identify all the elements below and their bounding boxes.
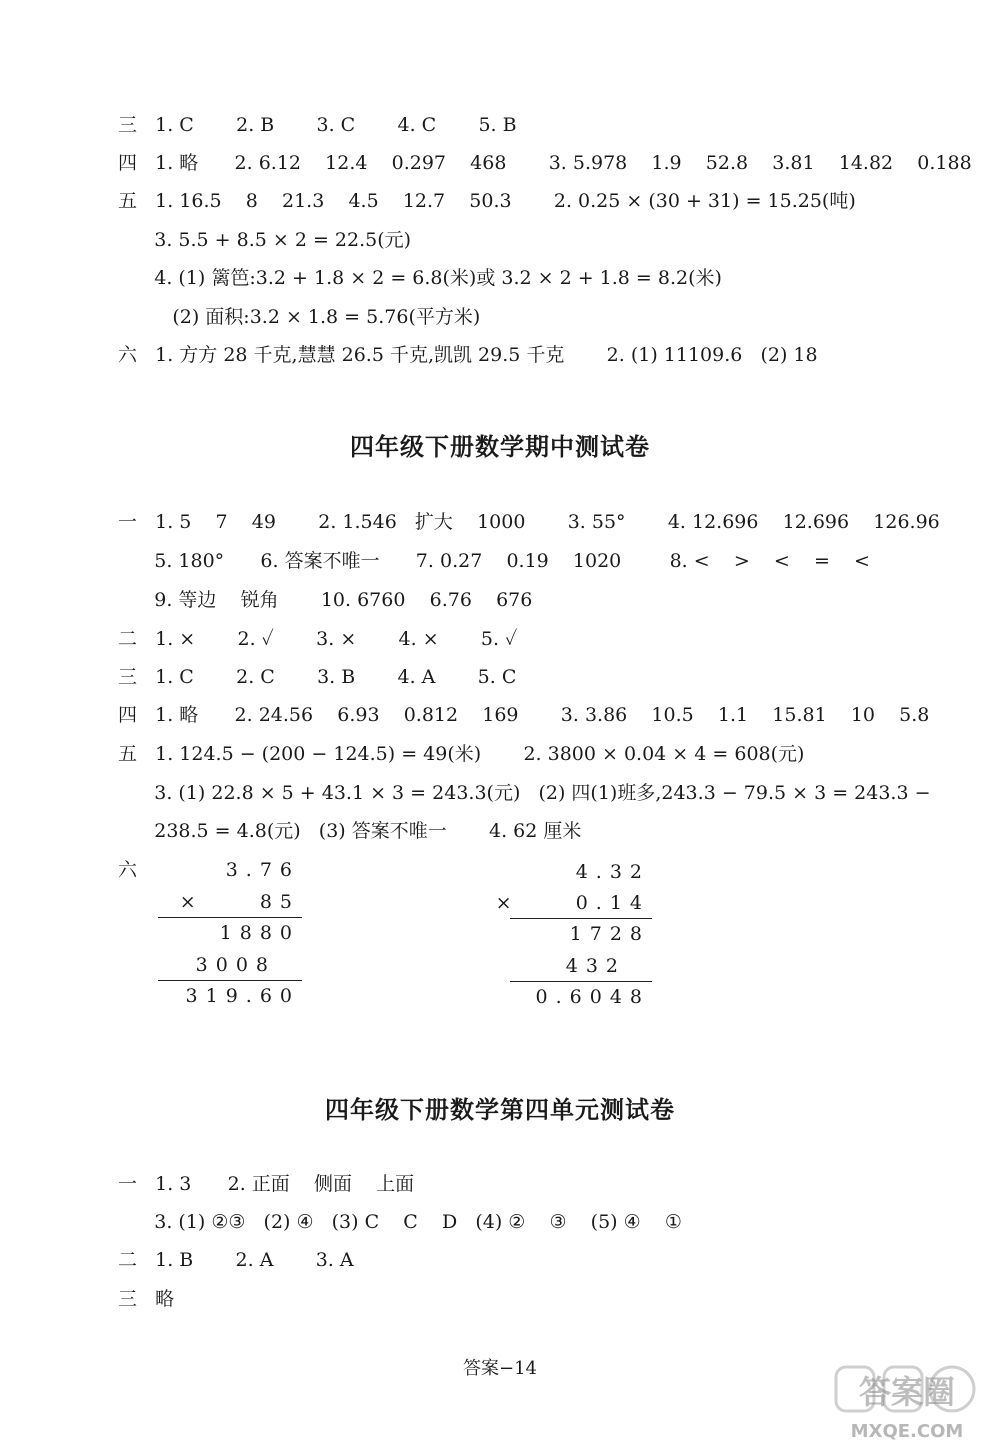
- calc1-product: 319.60: [185, 985, 300, 1007]
- watermark-logo: [832, 1363, 982, 1443]
- s3-line-4: 三 略: [118, 1288, 175, 1310]
- s1-line-5: 4. (1) 篱笆:3.2 + 1.8 × 2 = 6.8(米)或 3.2 × 2 + 1.8 = 8.2(米): [118, 267, 722, 289]
- calc2-rule-1: [510, 918, 652, 919]
- s1-line-1: 三 1. C 2. B 3. C 4. C 5. B: [118, 114, 517, 136]
- watermark-url-text: MXQE.COM: [850, 1421, 964, 1442]
- calc2-partial-1: 1728: [569, 923, 650, 945]
- calc1-rule-1: [158, 917, 302, 918]
- s1-line-4: 3. 5.5 + 8.5 × 2 = 22.5(元): [118, 229, 412, 251]
- calc2-product: 0.6048: [535, 986, 650, 1008]
- s2-line-9: 238.5 = 4.8(元) (3) 答案不唯一 4. 62 厘米: [118, 820, 582, 842]
- s3-line-2: 3. (1) ②③ (2) ④ (3) C C D (4) ② ③ (5) ④ ①: [118, 1211, 682, 1233]
- calc2-rule-2: [510, 981, 652, 982]
- calc1-partial-1: 1880: [219, 922, 300, 944]
- midterm-title: 四年级下册数学期中测试卷: [350, 433, 650, 461]
- calc1-multiplier: × 85: [179, 891, 300, 913]
- s1-line-2: 四 1. 略 2. 6.12 12.4 0.297 468 3. 5.978 1.9 52.8 3.81 14.82 0.188: [118, 152, 972, 174]
- s1-line-6: (2) 面积:3.2 × 1.8 = 5.76(平方米): [118, 306, 481, 328]
- s2-line-8: 3. (1) 22.8 × 5 + 43.1 × 3 = 243.3(元) (2) 四(1)班多,243.3 − 79.5 × 3 = 243.3 −: [118, 782, 931, 804]
- watermark-logo-icon: [832, 1363, 982, 1443]
- s2-line-3: 9. 等边 锐角 10. 6760 6.76 676: [118, 589, 533, 611]
- s2-six-label: 六: [118, 859, 138, 881]
- calc2-partial-2: 432: [565, 955, 626, 977]
- s1-line-3: 五 1. 16.5 8 21.3 4.5 12.7 50.3 2. 0.25 × (30 + 31) = 15.25(吨): [118, 190, 856, 212]
- calc1-rule-2: [158, 980, 302, 981]
- s3-line-3: 二 1. B 2. A 3. A: [118, 1249, 354, 1271]
- s2-line-1: 一 1. 5 7 49 2. 1.546 扩大 1000 3. 55° 4. 12.696 12.696 126.96: [118, 511, 940, 533]
- calc1-partial-2: 3008: [195, 954, 276, 976]
- calc2-multiplier: × 0.14: [495, 892, 650, 914]
- watermark-logo-text: 答案圈: [858, 1373, 956, 1411]
- s2-line-6: 四 1. 略 2. 24.56 6.93 0.812 169 3. 3.86 10.5 1.1 15.81 10 5.8: [118, 704, 930, 726]
- calc2-multiplicand: 4.32: [575, 861, 650, 883]
- vertical-calc-1: [160, 855, 300, 1025]
- vertical-calc-2: [495, 857, 650, 1027]
- page-number: 答案−14: [463, 1358, 537, 1379]
- s3-line-1: 一 1. 3 2. 正面 侧面 上面: [118, 1173, 415, 1195]
- s2-line-7: 五 1. 124.5 − (200 − 124.5) = 49(米) 2. 3800 × 0.04 × 4 = 608(元): [118, 743, 805, 765]
- calc1-multiplicand: 3.76: [225, 859, 300, 881]
- s2-line-5: 三 1. C 2. C 3. B 4. A 5. C: [118, 666, 517, 688]
- unit4-title: 四年级下册数学第四单元测试卷: [325, 1096, 675, 1124]
- s2-line-4: 二 1. × 2. ✓ 3. × 4. × 5. ✓: [118, 628, 518, 650]
- s2-line-2: 5. 180° 6. 答案不唯一 7. 0.27 0.19 1020 8. < > < = <: [118, 550, 870, 572]
- s1-line-7: 六 1. 方方 28 千克,慧慧 26.5 千克,凯凯 29.5 千克 2. (1) 11109.6 (2) 18: [118, 344, 818, 366]
